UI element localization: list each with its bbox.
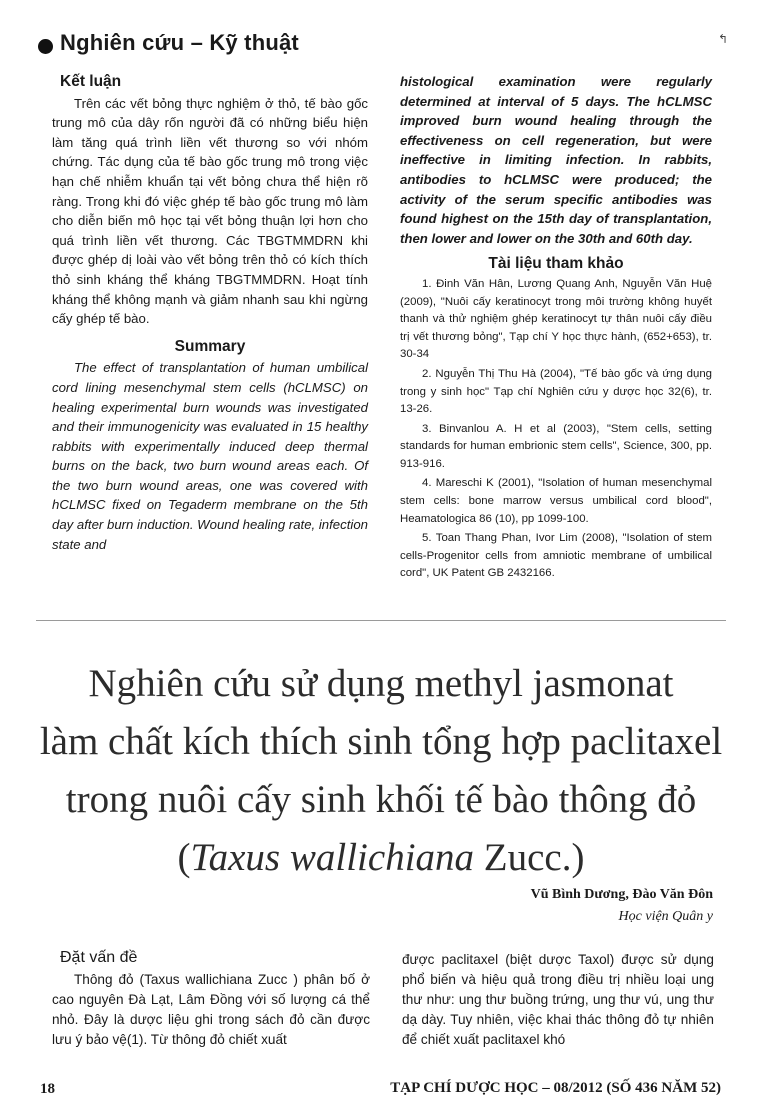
title-authority: Zucc. — [483, 836, 572, 879]
title-line: làm chất kích thích sinh tổng hợp paclitaxel — [39, 720, 723, 763]
title-line-species: (Taxus wallichiana Zucc.) — [177, 836, 585, 879]
intro-heading: Đặt vấn đề — [60, 949, 138, 966]
institution: Học viện Quân y — [618, 909, 713, 924]
reference-item: 1. Đinh Văn Hân, Lương Quang Anh, Nguyễn Văn Huệ (2009), "Nuôi cấy keratinocyt trong môi trường không huyết thanh và thử nghiệm ghép keratinocyt tự thân nuôi cấy điều trị vết thương bỏng", Tạp chí Y học thực hành, (652+653), tr. 30-34 — [400, 277, 712, 361]
title-species: Taxus wallichiana — [190, 836, 475, 879]
page-number: 18 — [40, 1081, 55, 1097]
conclusion-heading: Kết luận — [60, 73, 122, 90]
summary-continued: histological examination were regularly determined at interval of 5 days. The hCLMSC improved burn wound healing through the effectiveness on cell regeneration, but were ineffective in limiting infection. In rabbits, antibodies to hCLMSC were produced; the activity of the serum specific antibodies was found highest on the 15th day of transplantation, then lower and lower on the 30th and 60th day. — [400, 74, 712, 246]
journal-footer: TẠP CHÍ DƯỢC HỌC – 08/2012 (SỐ 436 NĂM 52) — [390, 1080, 721, 1096]
title-line: Nghiên cứu sử dụng methyl jasmonat — [88, 662, 674, 705]
reference-item: 3. Binvanlou A. H et al (2003), "Stem cells, setting standards for human embrionic stem cells", Science, 300, pp. 913-916. — [400, 422, 712, 470]
bullet-icon — [38, 39, 53, 54]
author-block — [531, 884, 713, 928]
reference-item: 2. Nguyễn Thị Thu Hà (2004), "Tế bào gốc và ứng dụng trong y sinh học" Tạp chí Nghiên cứu y dược học 32(6), tr. 13-26. — [400, 367, 712, 416]
intro-text-right: được paclitaxel (biệt dược Taxol) được sử dụng phổ biến và hiệu quả trong điều trị nhiều loại ung thư như: ung thư buồng trứng, ung thư vú, ung thư dạ dày. Tuy nhiên, việc khai thác thông đỏ tự nhiên để chiết xuất paclitaxel khó — [402, 952, 714, 1047]
reference-item: 4. Mareschi K (2001), "Isolation of human mesenchymal stem cells: bone marrow versus umbilical cord blood", Heamatologica 86 (10), pp 1099-100. — [400, 477, 712, 525]
divider — [36, 620, 726, 621]
corner-mark-icon: ↰ — [717, 32, 728, 46]
intro-left-column — [52, 948, 370, 1050]
left-column-upper — [52, 72, 368, 554]
summary-text: The effect of transplantation of human umbilical cord lining mesenchymal stem cells (hCLMSC) on healing experimental burn wounds was investigated and their immunogenicity was evaluated in 15 healthy rabbits with experimentally induced deep thermal burns on the back, two burn wound areas each. Of the two burn wound areas, one was covered with hCLMSC fixed on Tegaderm membrane on the 5th day after burn induction. Wound healing rate, infection state and — [52, 360, 368, 552]
intro-text-left: Thông đỏ (Taxus wallichiana Zucc ) phân bố ở cao nguyên Đà Lạt, Lâm Đồng với số lượng cá thể nhỏ. Đây là dược liệu ghi trong sách đỏ cần được lưu ý bảo vệ(1). Từ thông đỏ chiết xuất — [52, 972, 370, 1047]
section-header — [38, 30, 728, 60]
conclusion-text: Trên các vết bỏng thực nghiệm ở thỏ, tế bào gốc trung mô của dây rốn người đã có những biểu hiện làm tăng quá trình liền vết thương so với nhóm chứng. Tác dụng của tế bào gốc trung mô trong việc hạn chế nhiễm khuẩn tại vết bỏng chưa thể hiện rõ ràng. Trong khi đó việc ghép tế bào gốc trung mô làm cho diễn biến mô học tại vết bỏng thuận lợi hơn cho quá trình liền vết thương. Các TBGTMMDRN khi được ghép dị loài vào vết bỏng trên thỏ có kích thích thỏ sinh kháng thể kháng TBGTMMDRN. Hoạt tính kháng thể không mạnh và giảm nhanh sau khi ngừng cấy ghép tế bào. — [52, 95, 368, 327]
authors: Vũ Bình Dương, Đào Văn Đôn — [530, 887, 713, 902]
reference-item: 5. Toan Thang Phan, Ivor Lim (2008), "Isolation of stem cells-Progenitor cells from amniotic membrane of umbilical cord", UK Patent GB 2432166. — [400, 532, 712, 580]
reference-list — [400, 276, 712, 583]
intro-right-column — [402, 950, 714, 1050]
section-title: Nghiên cứu – Kỹ thuật — [60, 30, 299, 55]
article-title — [36, 655, 726, 887]
summary-heading: Summary — [174, 337, 246, 355]
references-heading: Tài liệu tham khảo — [488, 255, 624, 273]
right-column-upper — [400, 72, 712, 585]
title-line: trong nuôi cấy sinh khối tế bào thông đỏ — [65, 778, 697, 821]
